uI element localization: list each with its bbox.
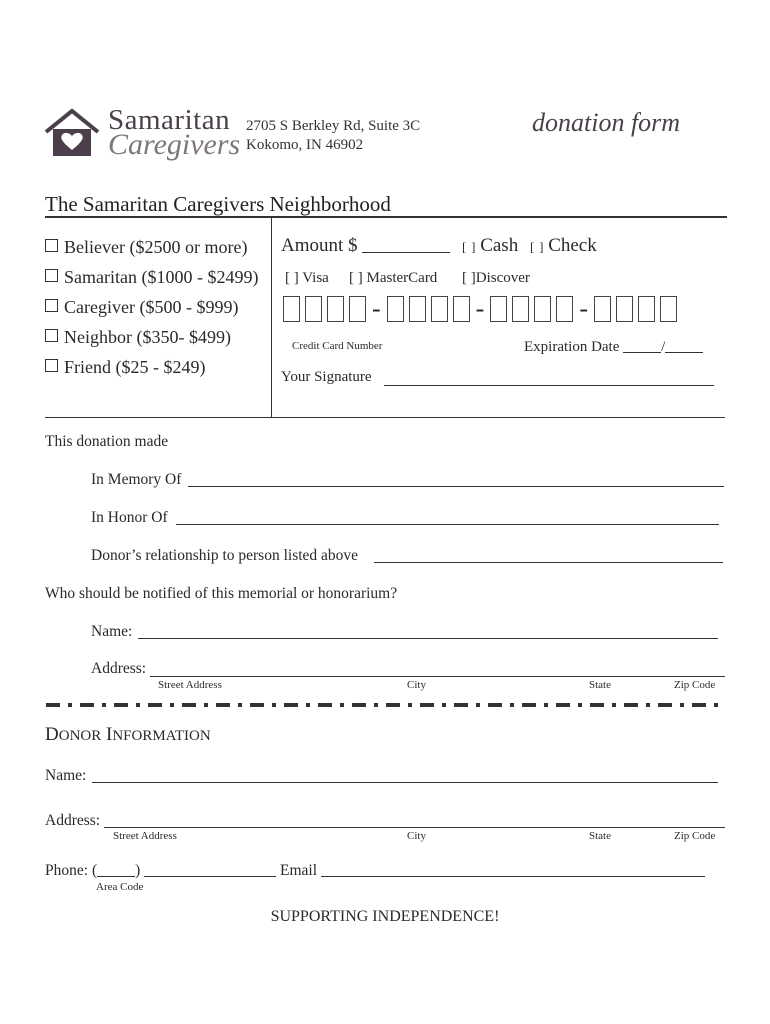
cc-digit-box[interactable] [349,296,366,322]
cc-label: Credit Card Number [292,340,383,352]
city-sublabel: City [407,679,426,691]
title-rest: ONOR [58,728,102,744]
level-label: Friend ($25 - $249) [64,357,206,377]
logo-text-samaritan: Samaritan [108,104,231,136]
mastercard-label: MasterCard [366,270,438,286]
cc-digit-box[interactable] [556,296,573,322]
section-title: The Samaritan Caregivers Neighborhood [45,192,391,216]
level-friend[interactable] [45,357,205,378]
street-sublabel: Street Address [158,679,222,691]
zip-sublabel: Zip Code [674,679,716,691]
street-sublabel: Street Address [113,830,177,842]
notify-address-label: Address: [91,660,147,677]
cut-line-divider [46,703,718,707]
in-memory-label: In Memory Of [91,471,182,488]
form-title: donation form [532,108,681,137]
donor-name-label: Name: [45,767,87,784]
bracket: ] [471,239,476,254]
phone-row [45,862,705,880]
level-label: Neighbor ($350- $499) [64,327,231,347]
house-heart-icon [44,108,100,158]
credit-card-number-field[interactable] [283,296,682,322]
cc-digit-box[interactable] [490,296,507,322]
state-sublabel: State [589,679,611,691]
email-label: Email [280,862,318,879]
bracket: [ [285,270,290,286]
state-sublabel: State [589,830,611,842]
discover-option[interactable] [462,270,530,287]
area-code-field[interactable] [97,876,135,877]
cc-digit-box[interactable] [616,296,633,322]
address-line-2: Kokomo, IN 46902 [246,137,364,153]
expiration-row [524,339,703,356]
city-sublabel: City [407,830,426,842]
amount-label: Amount $ [281,235,358,256]
donor-name-field[interactable] [92,782,718,783]
donor-information-title [45,724,211,746]
cc-digit-box[interactable] [327,296,344,322]
cc-digit-box[interactable] [638,296,655,322]
level-label: Believer ($2500 or more) [64,237,248,257]
title-letter: I [106,724,113,745]
bracket: [ [462,239,467,254]
expiration-separator: / [661,339,666,355]
check-label: Check [548,235,597,256]
cc-digit-box[interactable] [534,296,551,322]
section-divider [45,216,727,218]
checkbox[interactable] [45,329,58,342]
level-label: Caregiver ($500 - $999) [64,297,239,317]
logo-text-caregivers: Caregivers [108,128,241,161]
visa-label: Visa [302,270,329,286]
phone-label: Phone: [45,862,89,879]
cc-digit-box[interactable] [409,296,426,322]
area-code-sublabel: Area Code [96,881,144,893]
cc-digit-box[interactable] [305,296,322,322]
in-memory-field[interactable] [188,486,724,487]
relationship-field[interactable] [374,562,723,563]
cc-digit-box[interactable] [431,296,448,322]
donation-made-label: This donation made [45,433,169,450]
cc-digit-box[interactable] [512,296,529,322]
level-believer[interactable] [45,237,247,258]
discover-label: ]Discover [470,270,530,286]
notify-question: Who should be notified of this memorial or honorarium? [45,585,398,602]
expiration-month-field[interactable] [623,352,661,353]
level-samaritan[interactable] [45,267,258,288]
bracket: ] [357,270,363,286]
checkbox[interactable] [45,269,58,282]
signature-label: Your Signature [281,369,372,385]
level-caregiver[interactable] [45,297,238,318]
cc-digit-box[interactable] [387,296,404,322]
bracket: [ [349,270,354,286]
checkbox[interactable] [45,299,58,312]
notify-name-label: Name: [91,623,133,640]
footer-slogan: SUPPORTING INDEPENDENCE! [270,908,500,925]
expiration-year-field[interactable] [665,352,703,353]
title-rest: NFORMATION [112,728,211,744]
cc-digit-box[interactable] [453,296,470,322]
cc-digit-box[interactable] [283,296,300,322]
cc-separator: - [372,294,381,323]
donor-address-field[interactable] [104,827,725,828]
address-line-1: 2705 S Berkley Rd, Suite 3C [246,118,421,134]
cc-separator: - [475,294,485,323]
cc-digit-box[interactable] [660,296,677,322]
check-option[interactable] [530,235,597,257]
section-bottom-divider [45,417,725,418]
bracket: [ [530,239,535,254]
notify-address-field[interactable] [150,676,725,677]
relationship-label: Donor’s relationship to person listed above [91,547,359,564]
column-divider [271,218,272,418]
donor-address-label: Address: [45,812,101,829]
in-honor-label: In Honor Of [91,509,168,526]
bracket: [ [462,270,467,286]
amount-field[interactable] [362,252,450,253]
level-neighbor[interactable] [45,327,231,348]
mastercard-option[interactable] [349,270,437,287]
checkbox[interactable] [45,359,58,372]
cash-label: Cash [480,235,519,256]
cash-option[interactable] [462,235,518,257]
in-honor-field[interactable] [176,524,719,525]
signature-field[interactable] [384,385,714,386]
amount-row [281,235,450,257]
expiration-label: Expiration Date [524,339,620,355]
checkbox[interactable] [45,239,58,252]
notify-name-field[interactable] [138,638,718,639]
paren: ( [91,862,98,879]
cc-digit-box[interactable] [594,296,611,322]
zip-sublabel: Zip Code [674,830,716,842]
visa-option[interactable] [285,270,329,287]
bracket: ] [539,239,544,254]
bracket: ] [293,270,299,286]
email-field[interactable] [321,876,705,877]
paren: ) [135,862,141,879]
title-letter: D [45,724,59,745]
phone-number-field[interactable] [144,876,276,877]
level-label: Samaritan ($1000 - $2499) [64,267,259,287]
cc-separator: - [579,294,589,323]
